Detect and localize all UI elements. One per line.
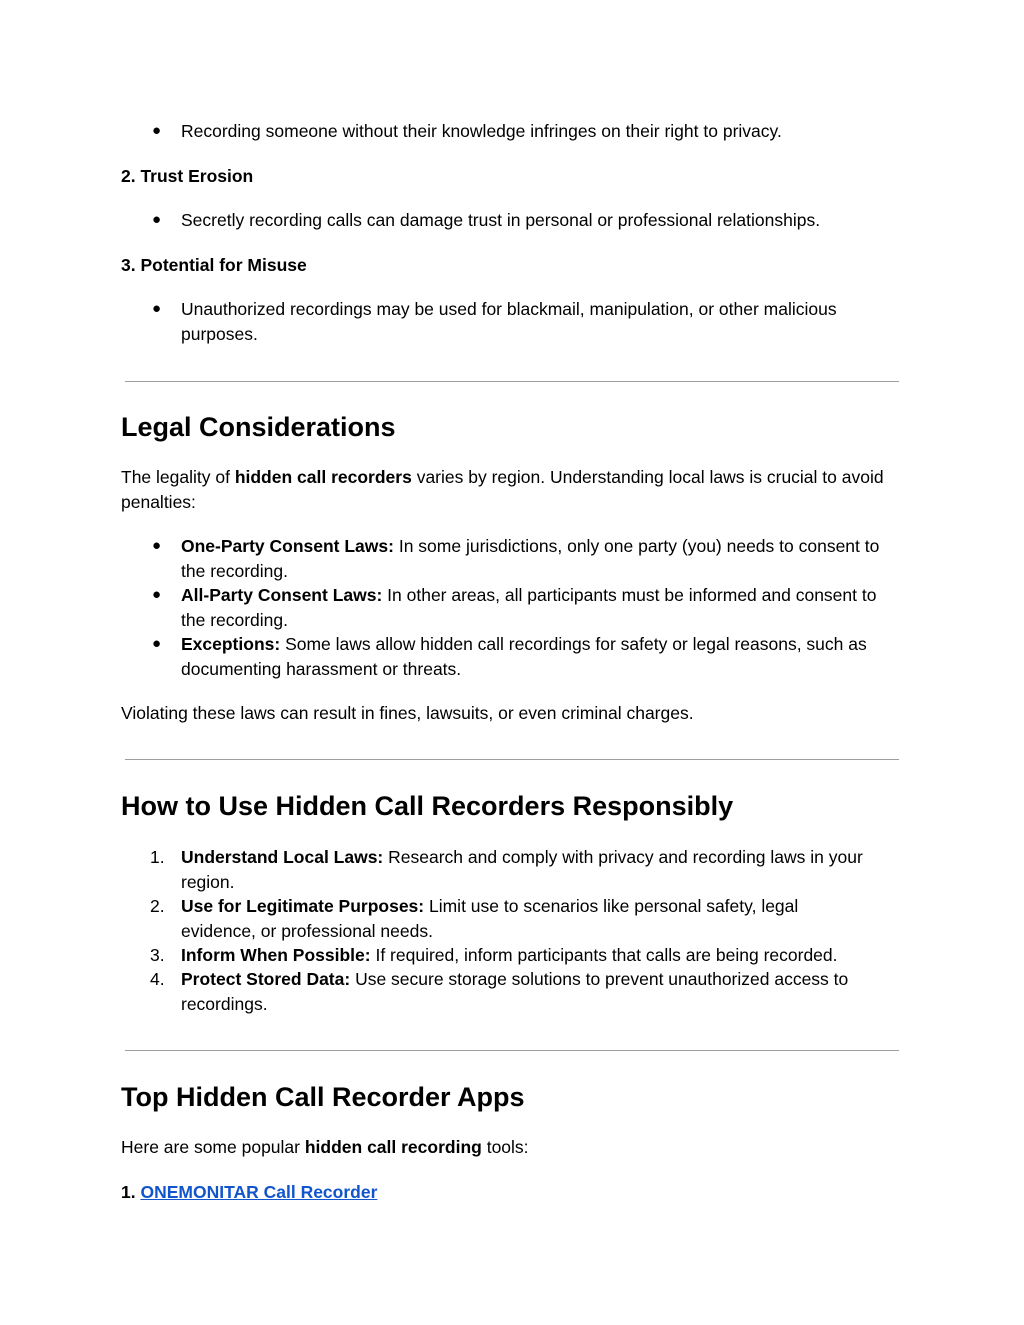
legal-intro-prefix: The legality of bbox=[121, 467, 235, 487]
apps-intro-bold: hidden call recording bbox=[304, 1137, 482, 1157]
legal-intro-bold: hidden call recorders bbox=[234, 467, 412, 487]
responsible-item-term: Use for Legitimate Purposes: bbox=[181, 896, 425, 916]
responsible-item-term: Inform When Possible: bbox=[181, 945, 371, 965]
responsible-item-text bbox=[181, 943, 905, 968]
bullet-text: Recording someone without their knowledge infringes on their right to privacy. bbox=[181, 121, 782, 141]
horizontal-rule bbox=[125, 1050, 899, 1051]
list-number: 4. bbox=[150, 969, 165, 989]
responsible-item-text bbox=[181, 967, 905, 1016]
bullet-icon: ● bbox=[152, 635, 162, 652]
misuse-heading: 3. Potential for Misuse bbox=[121, 255, 307, 275]
legal-item-desc: In other areas, all participants must be informed and consent to the recording. bbox=[181, 585, 877, 630]
bullet-text: Unauthorized recordings may be used for blackmail, manipulation, or other malicious purposes. bbox=[181, 299, 837, 344]
bullet-icon: ● bbox=[152, 586, 162, 603]
legal-item-desc: Some laws allow hidden call recordings for safety or legal reasons, such as documenting harassment or threats. bbox=[181, 634, 867, 679]
list-number: 2. bbox=[150, 896, 165, 916]
horizontal-rule bbox=[125, 759, 899, 760]
legal-item-text bbox=[181, 583, 905, 632]
onemonitar-link[interactable]: ONEMONITAR Call Recorder bbox=[140, 1182, 378, 1202]
app-1-heading bbox=[121, 1180, 377, 1204]
legal-item-text bbox=[181, 632, 905, 681]
list-number: 3. bbox=[150, 945, 165, 965]
legal-item-term: Exceptions: bbox=[181, 634, 281, 654]
top-apps-title: Top Hidden Call Recorder Apps bbox=[121, 1082, 525, 1112]
trust-erosion-heading: 2. Trust Erosion bbox=[121, 166, 254, 186]
legal-closing-paragraph: Violating these laws can result in fines, lawsuits, or even criminal charges. bbox=[121, 703, 694, 723]
bullet-icon: ● bbox=[152, 211, 162, 228]
responsible-item-desc: If required, inform participants that calls are being recorded. bbox=[370, 945, 838, 965]
apps-intro-suffix: tools: bbox=[481, 1137, 529, 1157]
list-number: 1. bbox=[150, 847, 165, 867]
responsible-item-text bbox=[181, 894, 861, 943]
bullet-text: Secretly recording calls can damage trust in personal or professional relationships. bbox=[181, 210, 821, 230]
responsible-item-term: Protect Stored Data: bbox=[181, 969, 351, 989]
legal-intro-suffix: varies by region. Understanding local laws is crucial to avoid penalties: bbox=[121, 467, 884, 512]
bullet-icon: ● bbox=[152, 537, 162, 554]
responsible-item-desc: Limit use to scenarios like personal safety, legal evidence, or professional needs. bbox=[181, 896, 799, 941]
legal-intro-paragraph bbox=[121, 465, 911, 514]
legal-item-desc: In some jurisdictions, only one party (you) needs to consent to the recording. bbox=[181, 536, 880, 581]
legal-item-term: One-Party Consent Laws: bbox=[181, 536, 394, 556]
responsible-item-desc: Research and comply with privacy and recording laws in your region. bbox=[181, 847, 863, 892]
responsible-item-desc: Use secure storage solutions to prevent unauthorized access to recordings. bbox=[181, 969, 849, 1014]
apps-intro-prefix: Here are some popular bbox=[121, 1137, 305, 1157]
bullet-icon: ● bbox=[152, 300, 162, 317]
responsible-use-title: How to Use Hidden Call Recorders Responsibly bbox=[121, 791, 734, 821]
legal-item-text bbox=[181, 534, 905, 583]
legal-item-term: All-Party Consent Laws: bbox=[181, 585, 383, 605]
apps-intro-paragraph bbox=[121, 1135, 911, 1160]
bullet-icon: ● bbox=[152, 122, 162, 139]
horizontal-rule bbox=[125, 381, 899, 382]
responsible-item-text bbox=[181, 845, 905, 894]
app-1-number: 1. bbox=[121, 1182, 141, 1202]
legal-considerations-title: Legal Considerations bbox=[121, 412, 396, 442]
responsible-item-term: Understand Local Laws: bbox=[181, 847, 384, 867]
